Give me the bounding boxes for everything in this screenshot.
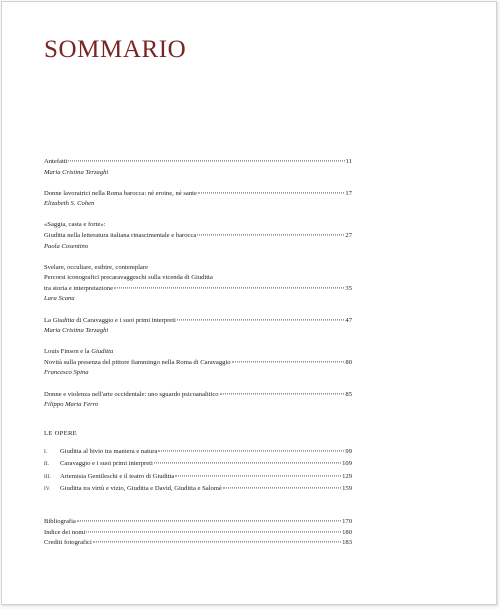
toc-entry-title: La Giuditta di Caravaggio e i suoi primi interpreti	[44, 316, 176, 324]
dot-leader	[68, 160, 344, 161]
opere-item	[44, 446, 352, 458]
back-matter-title: Bibliografia	[44, 518, 76, 525]
dot-leader	[198, 192, 345, 193]
toc-entry-author: Elizabeth S. Cohen	[44, 200, 95, 208]
toc-entry-title-line: Louis Finson e la Giuditta	[44, 348, 114, 356]
back-matter-list	[44, 517, 352, 549]
dot-leader	[232, 361, 345, 362]
opere-item-title: Giuditta al bivio tra maniera e natura	[60, 448, 158, 455]
toc-entry-title: Giuditta nella letteratura italiana rinascimentale e barocca	[44, 231, 197, 239]
opere-list	[44, 446, 352, 495]
toc-entry-title-row	[44, 390, 352, 401]
opere-item	[44, 483, 352, 495]
toc-entry-author: Lara Scanu	[44, 295, 75, 303]
toc-entry-title-line: Percorsi iconografici precaravaggeschi sulla vicenda di Giuditta	[44, 274, 213, 282]
opere-item-title: Artemisia Gentileschi e il teatro di Giuditta	[60, 472, 175, 480]
toc-entry-title: Novità sulla presenza del pittore fiammingo nella Roma di Caravaggio	[44, 358, 231, 366]
opere-item	[44, 458, 352, 470]
toc-entry-author: Filippo Maria Ferro	[44, 401, 99, 409]
dot-leader	[177, 319, 345, 320]
opere-item-number: IV.	[44, 485, 51, 492]
toc-entry-title-line: Svelare, occultare, esibire, contemplare	[44, 263, 148, 271]
opere-item	[44, 471, 352, 483]
toc-entry	[44, 316, 352, 337]
dot-leader	[93, 542, 341, 543]
toc-entry-title-row	[44, 157, 352, 168]
back-matter-item	[44, 528, 352, 539]
dot-leader	[223, 487, 341, 488]
opere-item-number: III.	[44, 473, 52, 480]
dot-leader	[154, 463, 341, 464]
dot-leader	[77, 520, 341, 521]
dot-leader	[220, 393, 345, 394]
toc-entry-page: 17	[345, 189, 352, 197]
toc-entry-page: 80	[345, 358, 352, 366]
dot-leader	[175, 475, 341, 476]
opere-item-page: 129	[342, 472, 352, 480]
dot-leader	[86, 531, 341, 532]
toc-entry-author: Paola Cosentino	[44, 242, 89, 250]
toc-entry-page: 27	[345, 231, 352, 239]
toc-entry-title-row	[44, 316, 352, 327]
toc-entry-title-row	[44, 358, 352, 369]
opere-item-page: 159	[342, 484, 352, 492]
section-heading: LE OPERE	[44, 430, 77, 437]
toc-entry	[44, 390, 352, 411]
opere-item-number: II.	[44, 461, 50, 468]
toc-entry	[44, 263, 352, 305]
back-matter-page: 180	[342, 528, 352, 536]
toc-entry-author: Maria Cristina Terzaghi	[44, 168, 109, 176]
toc-entry	[44, 220, 352, 252]
page-title: SOMMARIO	[44, 36, 187, 63]
toc-entry	[44, 189, 352, 210]
toc-entry-author: Maria Cristina Terzaghi	[44, 327, 109, 335]
toc-entry-page: 35	[345, 284, 352, 292]
toc-entry-page: 47	[345, 316, 352, 324]
dot-leader	[197, 234, 344, 235]
toc-entry-title: tra storia e interpretazione	[44, 284, 114, 292]
toc-entry-title: Donne lavoratrici nella Roma barocca: né eroine, né sante	[44, 189, 197, 197]
dot-leader	[114, 287, 344, 288]
back-matter-item	[44, 517, 352, 528]
back-matter-title: Crediti fotografici	[44, 539, 92, 547]
toc-entry-title-row	[44, 284, 352, 295]
toc-entry	[44, 347, 352, 379]
toc-entry-title-row	[44, 231, 352, 242]
back-matter-page: 183	[342, 539, 352, 547]
opere-item-title: Giuditta tra virtù e vizio, Giuditta e David, Giuditta e Salomè	[60, 484, 222, 492]
back-matter-title: Indice dei nomi	[44, 528, 86, 536]
opere-item-number: I.	[44, 449, 48, 455]
toc-list	[44, 157, 352, 411]
opere-item-page: 109	[342, 460, 352, 468]
opere-item-title: Caravaggio e i suoi primi interpreti	[60, 460, 153, 468]
toc-entry-title-line: «Saggia, casta e forte»:	[44, 221, 106, 229]
dot-leader	[158, 450, 344, 451]
back-matter-page: 170	[342, 518, 352, 525]
toc-entry-page: 85	[345, 390, 352, 398]
toc-entry-page: 11	[345, 158, 352, 165]
back-matter-item	[44, 538, 352, 549]
toc-entry-title-row	[44, 189, 352, 200]
toc-entry-title: Antefatti	[44, 158, 68, 165]
document-page	[1, 1, 497, 605]
toc-entry	[44, 157, 352, 178]
toc-entry-title: Donne e violenza nell'arte occidentale: uno sguardo psicoanalitico	[44, 390, 219, 398]
toc-entry-author: Francesco Spina	[44, 369, 89, 377]
opere-item-page: 99	[345, 448, 352, 455]
